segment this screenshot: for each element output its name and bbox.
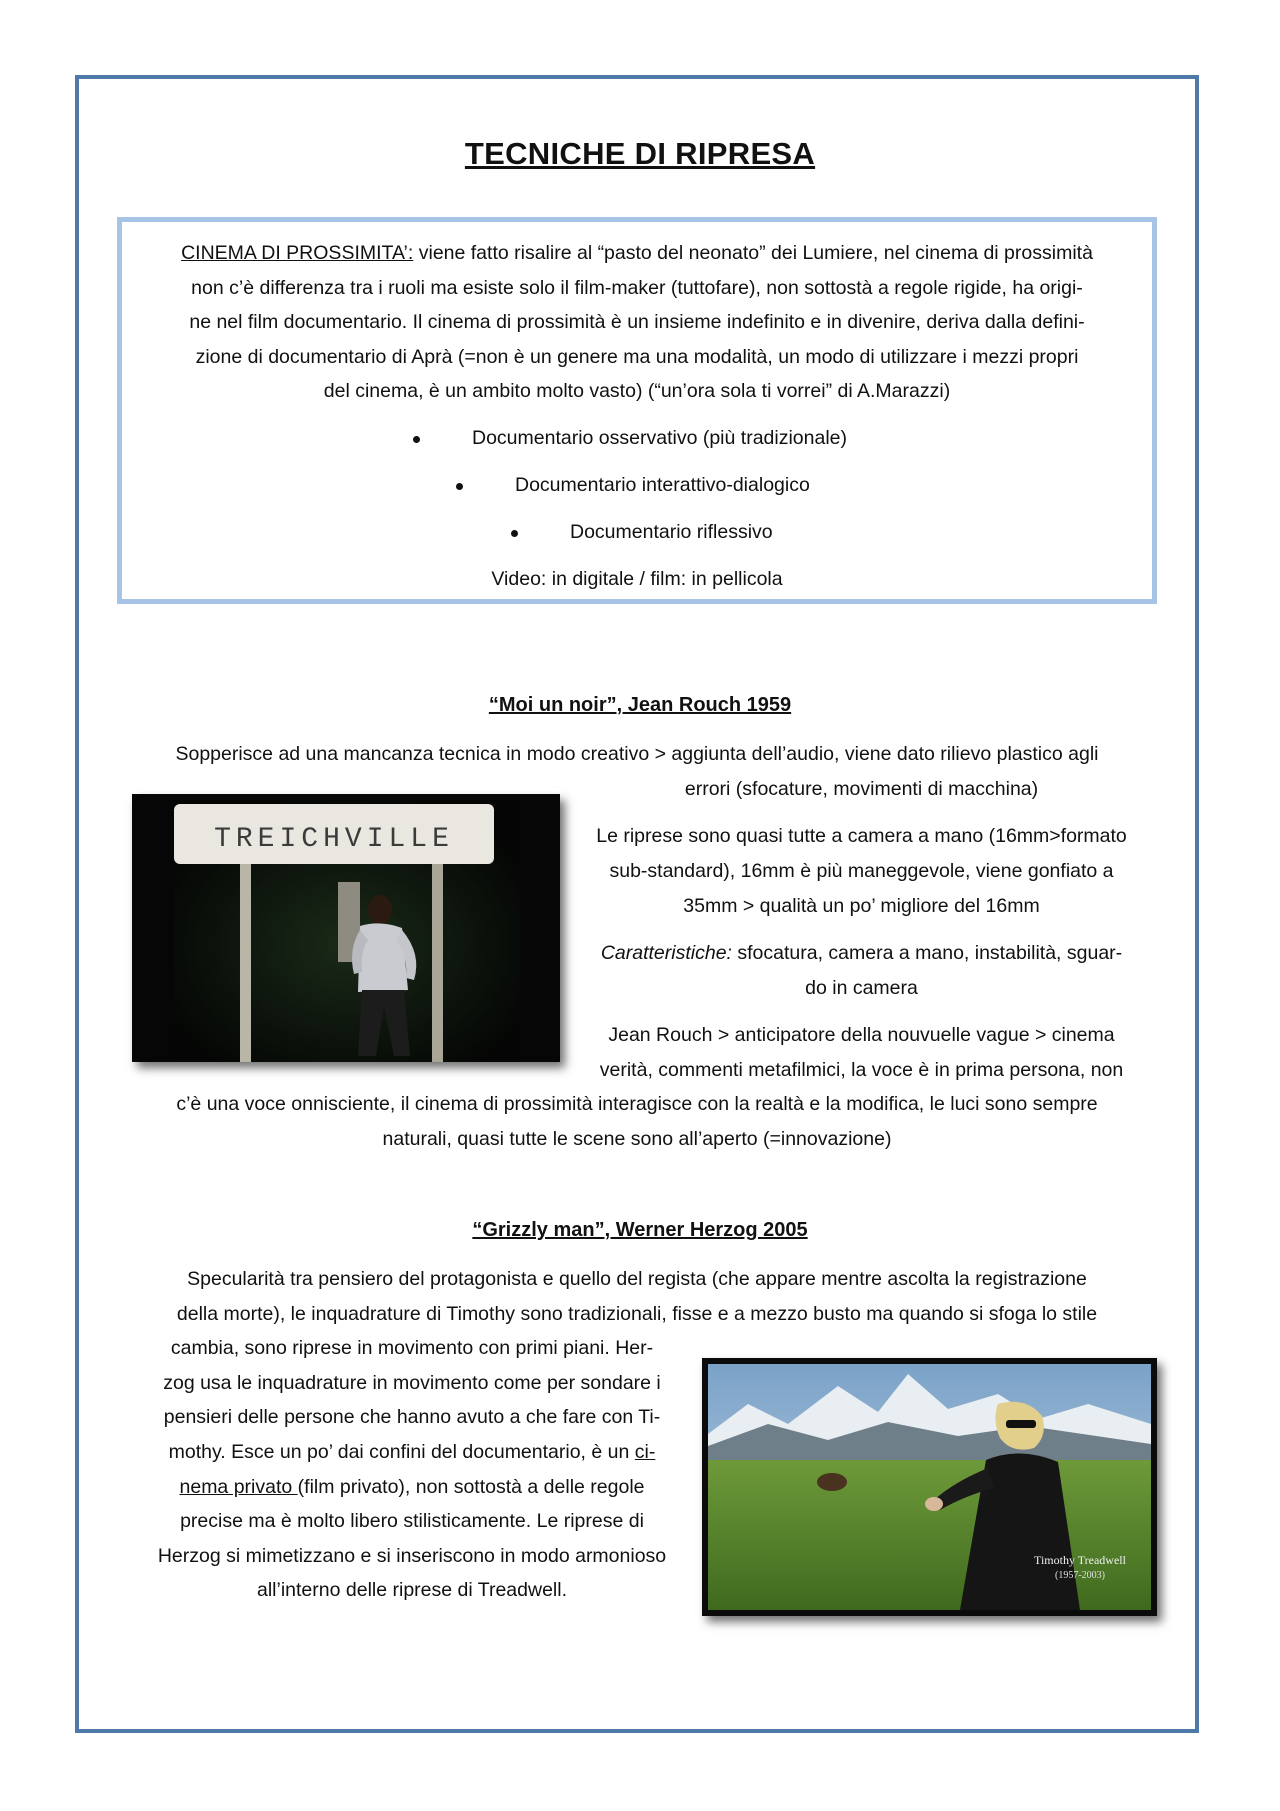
- bullet-item: Documentario riflessivo: [134, 509, 1140, 556]
- s2-line-9: Herzog si mimetizzano e si inseriscono in modo armonioso: [157, 1545, 667, 1567]
- s1-line-11: naturali, quasi tutte le scene sono all’aperto (=innovazione): [382, 1128, 892, 1150]
- box-line-2: non c’è differenza tra i ruoli ma esiste solo il film-maker (tuttofare), non sottostà a regole rigide, ha origi-: [191, 276, 1083, 299]
- s2-line-6: mothy. Esce un po’ dai confini del documentario, è un ci-: [168, 1441, 656, 1463]
- bullet-dot-icon: [511, 530, 518, 537]
- sign-post-right: [432, 864, 443, 1062]
- s2-line-2: della morte), le inquadrature di Timothy sono tradizionali, fisse e a mezzo busto ma quando si sfoga lo stile: [176, 1303, 1098, 1325]
- page-title: TECNICHE DI RIPRESA: [464, 136, 816, 171]
- s1-line-8: Jean Rouch > anticipatore della nouvuelle vague > cinema: [608, 1024, 1115, 1046]
- grizzly-scene: [708, 1364, 1151, 1610]
- bullet-item: Documentario interattivo-dialogico: [134, 462, 1140, 509]
- s2-line-4: zog usa le inquadrature in movimento come per sondare i: [163, 1372, 661, 1394]
- s1-line-2: errori (sfocature, movimenti di macchina): [684, 778, 1039, 800]
- s1-line-6: Caratteristiche: sfocatura, camera a mano, instabilità, sguar-: [600, 942, 1123, 964]
- s1-line-7: do in camera: [805, 977, 918, 999]
- bullet-dot-icon: [456, 483, 463, 490]
- s1-line-4: sub-standard), 16mm è più maneggevole, viene gonfiato a: [609, 860, 1114, 882]
- s2-line-7: nema privato (film privato), non sottostà a delle regole: [179, 1476, 645, 1498]
- s1-line-9: verità, commenti metafilmici, la voce è in prima persona, non: [599, 1059, 1124, 1081]
- section-heading-grizzly-man: “Grizzly man”, Werner Herzog 2005: [472, 1219, 808, 1241]
- photo-caption-name: Timothy Treadwell: [1034, 1553, 1126, 1567]
- photo-caption-years: (1957-2003): [1055, 1570, 1105, 1581]
- cinema-privato-link-1: ci-: [634, 1441, 656, 1463]
- section-heading-moi-un-noir: “Moi un noir”, Jean Rouch 1959: [488, 694, 792, 716]
- s1-line-3: Le riprese sono quasi tutte a camera a mano (16mm>formato: [596, 825, 1127, 847]
- bear: [817, 1473, 847, 1491]
- cinema-privato-link-2: nema privato: [179, 1476, 298, 1498]
- s1-line-10: c’è una voce onnisciente, il cinema di prossimità interagisce con la realtà e la modifica, le luci sono sempre: [176, 1093, 1098, 1115]
- box-footer: Video: in digitale / film: in pellicola: [491, 567, 783, 590]
- grizzly-man-photo: [702, 1358, 1157, 1616]
- sign-text: TREICHVILLE: [214, 824, 454, 855]
- s2-line-1: Specularità tra pensiero del protagonista e quello del regista (che appare mentre ascolta la registrazione: [187, 1268, 1087, 1290]
- sign-post-left: [240, 864, 251, 1062]
- bullet-item: Documentario osservativo (più tradizionale): [134, 415, 1140, 462]
- box-line-3: ne nel film documentario. Il cinema di prossimità è un insieme indefinito e in divenire, deriva dalla defini-: [189, 311, 1085, 333]
- box-line-1: CINEMA DI PROSSIMITA’: viene fatto risalire al “pasto del neonato” dei Lumiere, nel cinema di prossimità: [181, 242, 1093, 264]
- prossimita-box: [117, 217, 1157, 604]
- s1-line-1: Sopperisce ad una mancanza tecnica in modo creativo > aggiunta dell’audio, viene dato rilievo plastico agli: [175, 743, 1099, 765]
- caratteristiche-label: Caratteristiche:: [600, 942, 732, 964]
- box-heading: CINEMA DI PROSSIMITA’:: [181, 242, 414, 264]
- s2-line-5: pensieri delle persone che hanno avuto a che fare con Ti-: [163, 1406, 661, 1428]
- s2-line-3: cambia, sono riprese in movimento con primi piani. Her-: [170, 1337, 654, 1359]
- s2-line-8: precise ma è molto libero stilisticamente. Le riprese di: [180, 1510, 644, 1532]
- bullet-dot-icon: [413, 436, 420, 443]
- meadow: [708, 1460, 1151, 1610]
- box-line-5: del cinema, è un ambito molto vasto) (“un’ora sola ti vorrei” di A.Marazzi): [323, 380, 951, 402]
- box-line-4: zione di documentario di Aprà (=non è un genere ma una modalità, un modo di utilizzare i mezzi propri: [195, 345, 1079, 368]
- treichville-photo: [132, 794, 560, 1062]
- s1-line-5: 35mm > qualità un po’ migliore del 16mm: [683, 895, 1040, 917]
- treichville-scene: [132, 794, 560, 1062]
- s2-line-10: all’interno delle riprese di Treadwell.: [257, 1579, 567, 1601]
